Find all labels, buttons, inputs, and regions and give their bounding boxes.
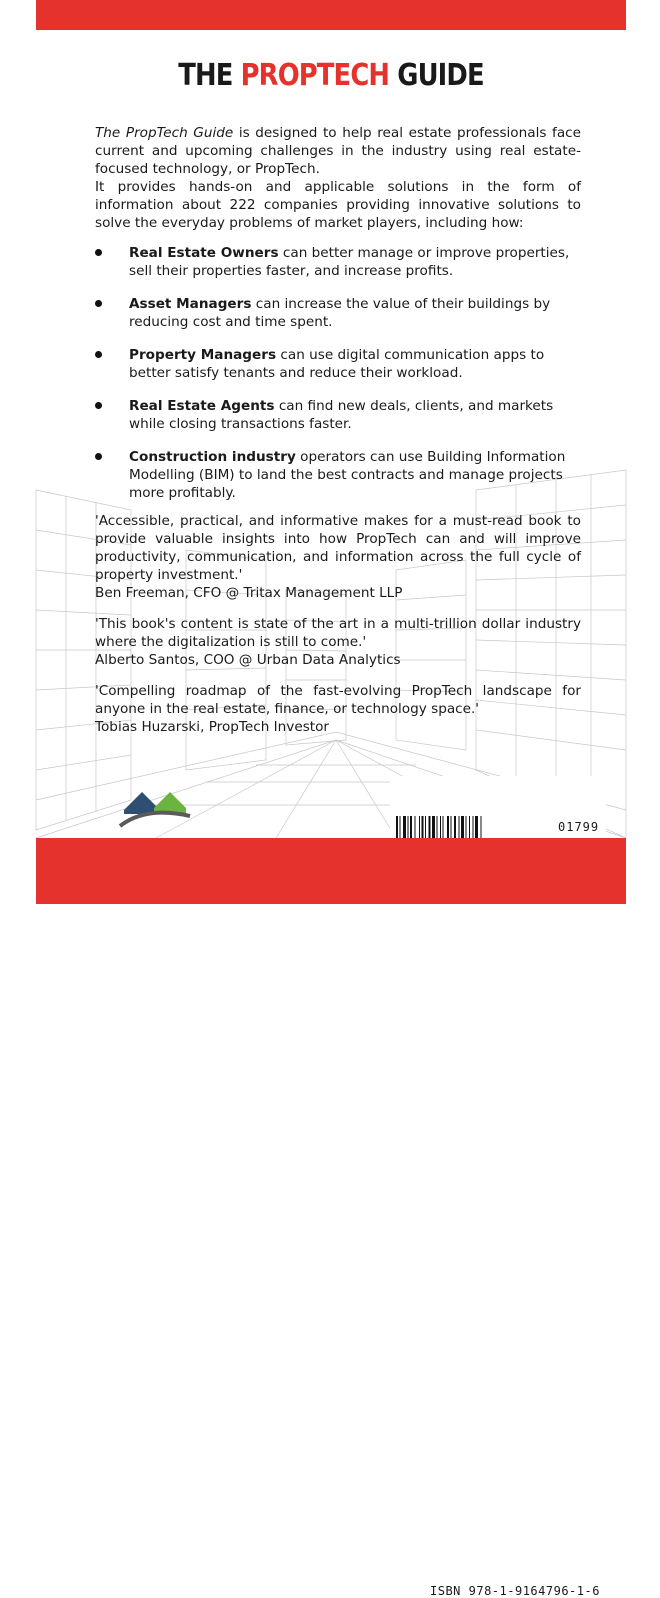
description: [95, 124, 581, 517]
price-code: 01799: [558, 820, 600, 834]
publisher-logo-icon: [116, 780, 194, 830]
testimonial-author: Alberto Santos, COO @ Urban Data Analytics: [95, 652, 401, 668]
isbn-label: ISBN 978-1-9164796-1-6: [430, 1584, 600, 1598]
top-red-band: [36, 0, 626, 30]
list-item: Property Managers can use digital communication apps to better satisfy tenants and reduce their workload.: [95, 346, 581, 382]
intro-text: The PropTech Guide is designed to help real estate professionals face current and upcoming challenges in the industry using real estate-focused technology, or PropTech. It provides hands-on and applicable solutions in the form of information about 222 companies providing innovative solutions to solve the everyday problems of market players, including how:: [95, 125, 581, 231]
bullet-icon: [95, 351, 102, 358]
bullet-icon: [95, 402, 102, 409]
testimonials: [95, 512, 581, 749]
book-back-cover: [36, 0, 626, 1598]
book-title-italic: The PropTech Guide: [95, 125, 234, 141]
testimonial-author: Tobias Huzarski, PropTech Investor: [95, 719, 330, 735]
testimonial-author: Ben Freeman, CFO @ Tritax Management LLP: [95, 585, 403, 601]
list-item: Real Estate Owners can better manage or improve properties, sell their properties faster, and increase profits.: [95, 244, 581, 280]
testimonial: 'This book's content is state of the art in a multi-trillion dollar industry where the digitalization is still to come.' Alberto Santos, COO @ Urban Data Analytics: [95, 616, 581, 668]
bullet-icon: [95, 249, 102, 256]
list-item: Construction industry operators can use Building Information Modelling (BIM) to land the best contracts and manage projects more profitably.: [95, 448, 581, 502]
bullet-icon: [95, 453, 102, 460]
page-title: THE PROPTECH GUIDE: [178, 58, 484, 93]
bullet-icon: [95, 300, 102, 307]
list-item: Asset Managers can increase the value of their buildings by reducing cost and time spent.: [95, 295, 581, 331]
testimonial: 'Accessible, practical, and informative makes for a must-read book to provide valuable insights into how PropTech can and will improve productivity, communication, and information across the full cycle of property investment.' Ben Freeman, CFO @ Tritax Management LLP: [95, 513, 581, 601]
bottom-red-band: [36, 838, 626, 904]
title-accent: PROPTECH: [240, 58, 390, 93]
list-item: Real Estate Agents can find new deals, clients, and markets while closing transactions faster.: [95, 397, 581, 433]
testimonial: 'Compelling roadmap of the fast-evolving PropTech landscape for anyone in the real estate, finance, or technology space.' Tobias Huzarski, PropTech Investor: [95, 683, 581, 735]
benefit-list: [95, 244, 581, 502]
